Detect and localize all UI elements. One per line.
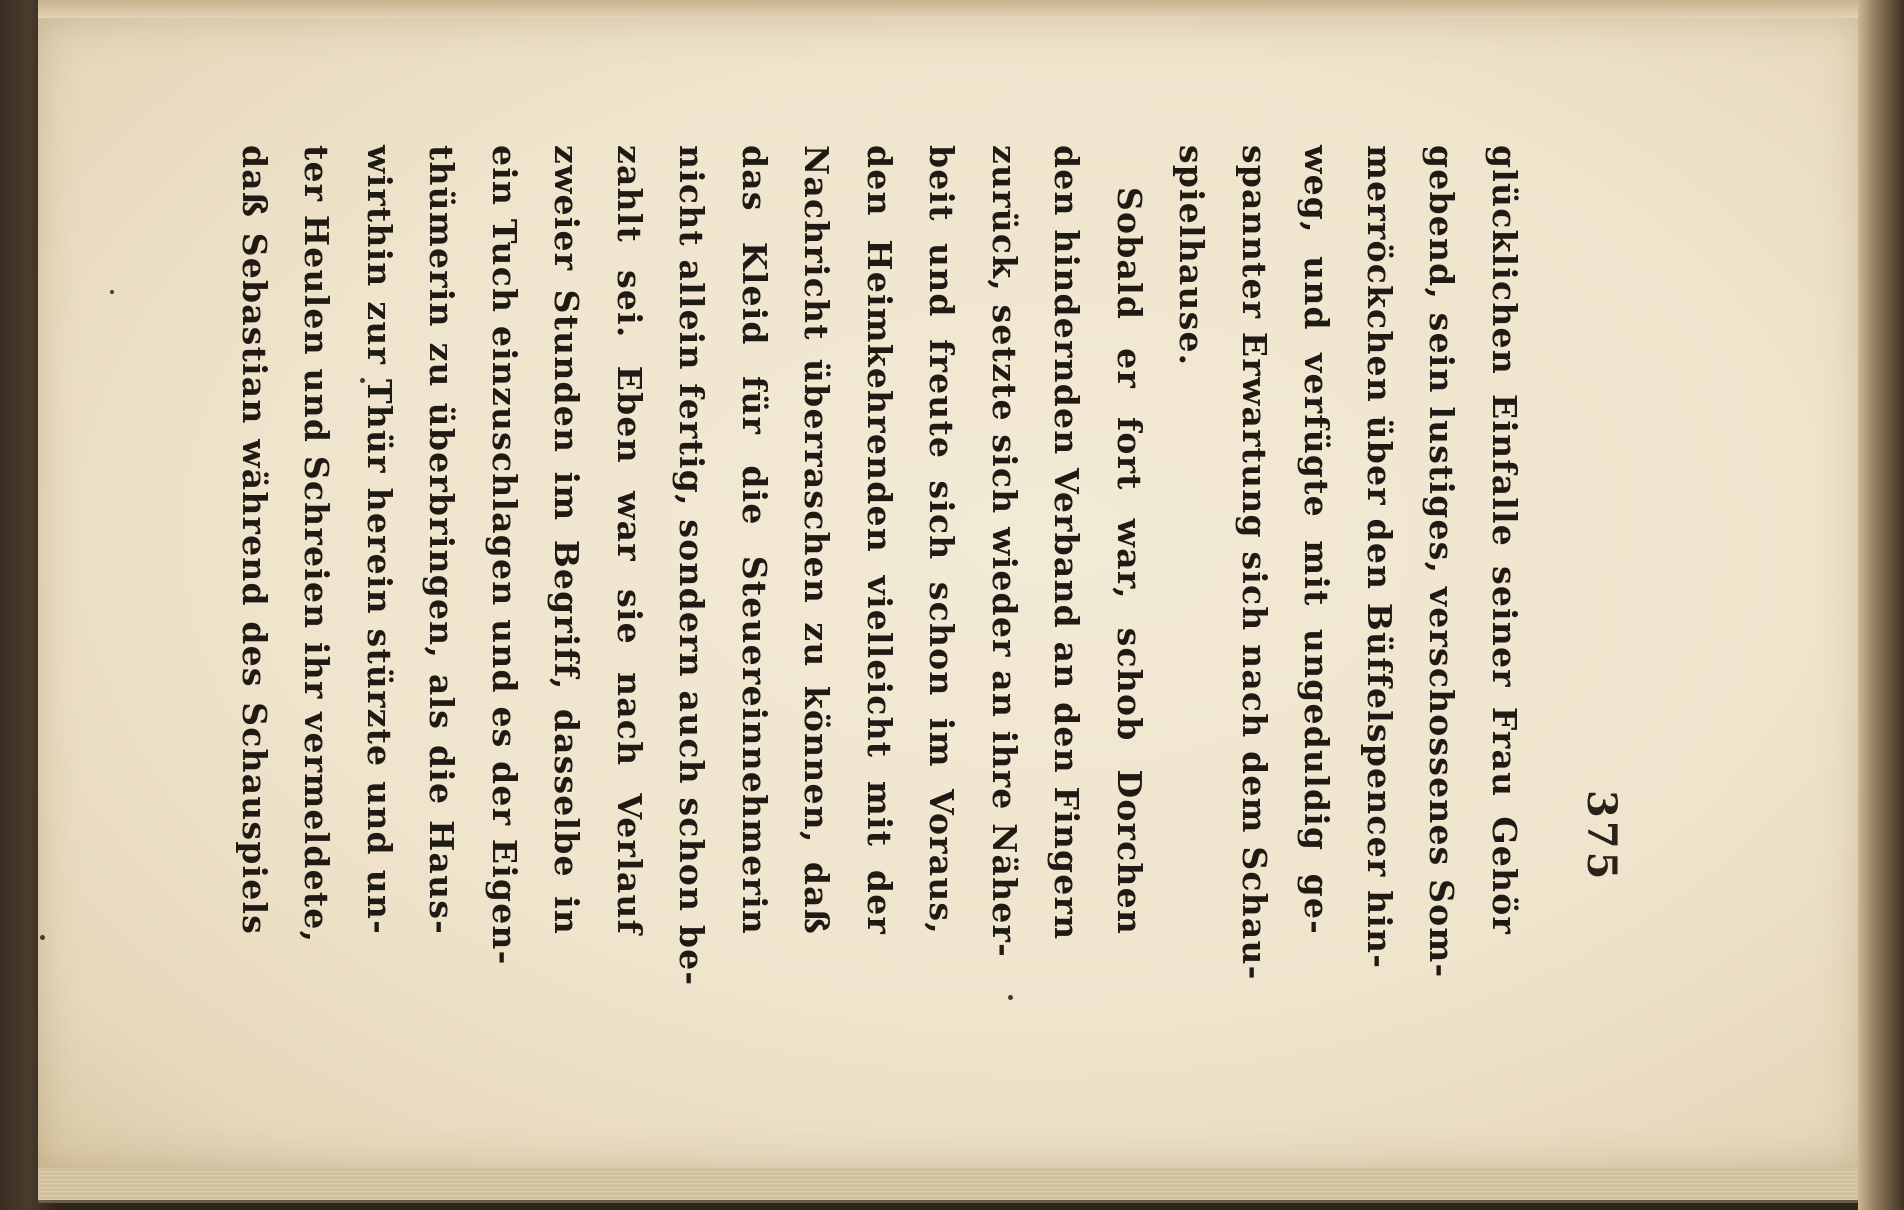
text-line: daß Sebastian während des Schauspiels <box>235 145 274 935</box>
text-line: wirthin zur Thür herein stürzte und un- <box>360 145 399 935</box>
text-line: beit und freute sich schon im Voraus, <box>922 145 962 935</box>
book-spine-edge <box>1858 0 1904 1210</box>
text-line: nicht allein fertig, sondern auch schon be- <box>672 145 712 987</box>
page-number: 375 <box>1578 790 1625 883</box>
text-line: gebend, sein lustiges, verschossenes Som- <box>1422 145 1462 979</box>
text-line: thümerin zu überbringen, als die Haus- <box>422 145 462 935</box>
text-line: spannter Erwartung sich nach dem Schau- <box>1235 145 1274 981</box>
ink-spot <box>1008 995 1013 1000</box>
ink-spot <box>40 935 45 940</box>
ink-spot <box>110 290 114 294</box>
text-line: Nachricht überraschen zu können, daß <box>797 145 837 935</box>
text-line: den Heimkehrenden vielleicht mit der <box>860 145 899 935</box>
page-bottom-edge <box>38 1168 1860 1203</box>
text-line: zweier Stunden im Begriff, dasselbe in <box>547 145 587 935</box>
text-line: spielhause. <box>1172 145 1212 367</box>
body-text <box>223 145 1536 987</box>
text-line: das Kleid für die Steuereinnehmerin <box>735 145 774 935</box>
text-line: den hindernden Verband an den Fingern <box>1047 145 1087 941</box>
text-line: zurück, setzte sich wieder an ihre Näher- <box>985 145 1024 958</box>
text-line: Sobald er fort war, schob Dorchen <box>1110 187 1149 935</box>
text-line: weg, und verfügte mit ungeduldig ge- <box>1297 145 1337 935</box>
text-line: ter Heulen und Schreien ihr vermeldete, <box>297 145 337 944</box>
text-line: merröckchen über den Büffelspencer hin- <box>1360 145 1399 970</box>
text-line: ein Tuch einzuschlagen und es der Eigen- <box>485 145 524 966</box>
text-line: zahlt sei. Eben war sie nach Verlauf <box>610 145 649 935</box>
text-block <box>235 145 1535 987</box>
text-line: glücklichen Einfalle seiner Frau Gehör <box>1485 145 1524 935</box>
